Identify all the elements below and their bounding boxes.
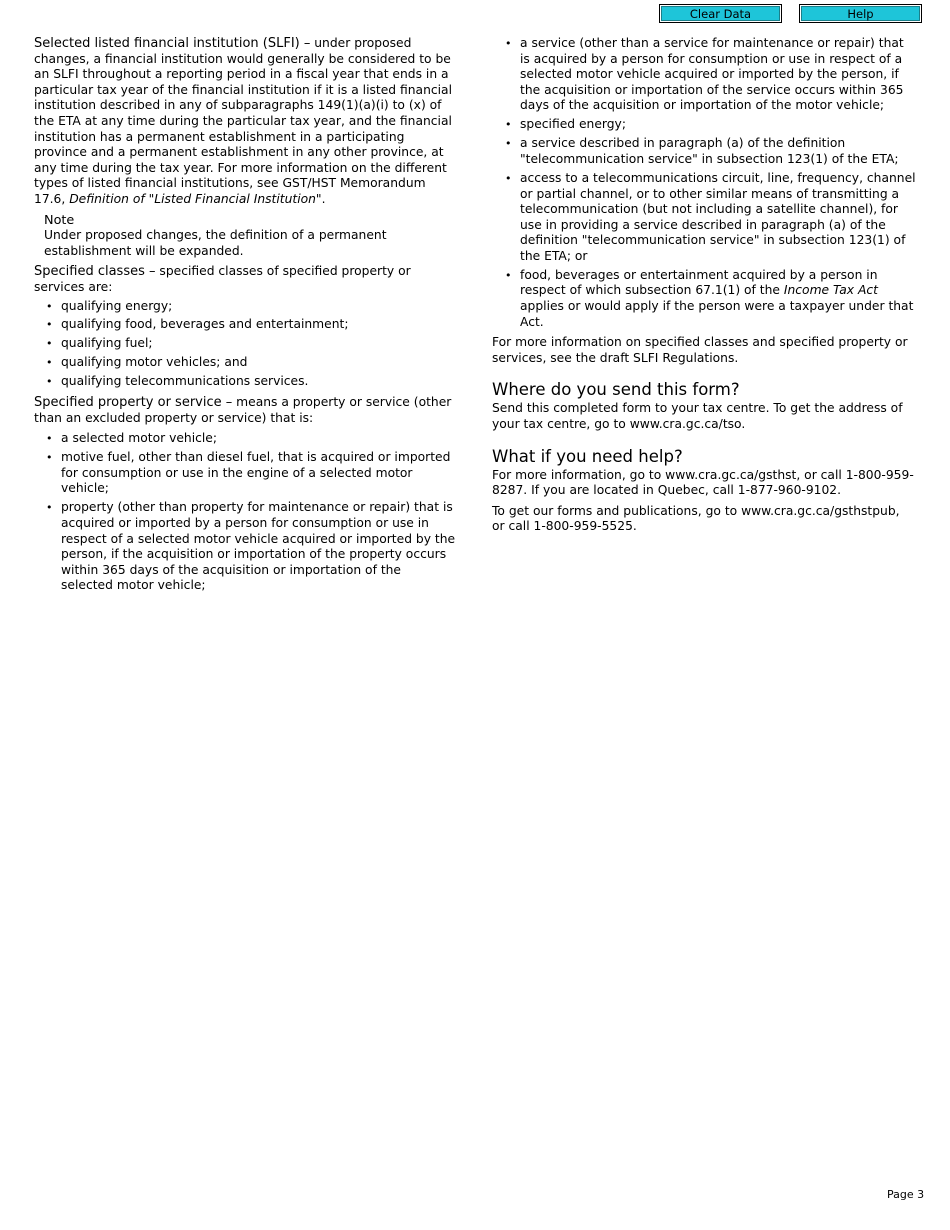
need-help-heading: What if you need help?	[492, 446, 683, 466]
slfi-text: under proposed changes, a financial institution would generally be considered to be an SLFI throughout a reporting period in a fiscal year that ends in a particular tax year of the financial institution if it is a listed financial institution described in any of subparagraphs 149(1)(a)(i) to (x) of the ETA at any time during the particular tax year, and the financial institution has a permanent establishment in a participating province and a permanent establishment in any other province, at any time during the tax year. For more information on the different types of listed financial institutions, see GST/HST Memorandum 17.6,	[34, 36, 452, 206]
clear-data-button[interactable]: Clear Data	[659, 4, 782, 23]
slfi-definition: Selected listed financial institution (SLFI) – under proposed changes, a financial institution would generally be considered to be an SLFI throughout a reporting period in a fiscal year that ends in a particular tax year of the financial institution if it is a listed financial institution described in any of subparagraphs 149(1)(a)(i) to (x) of the ETA at any time during the particular tax year, and the financial institution has a permanent establishment in a participating province and a permanent establishment in any other province, at any time during the tax year. For more information on the different types of listed financial institutions, see GST/HST Memorandum 17.6, Definition of "Listed Financial Institution".	[34, 36, 452, 206]
more-info-text: For more information on specified classes and specified property or services, see the draft SLFI Regulations.	[492, 335, 908, 365]
bullet-icon: •	[505, 137, 512, 151]
note-title: Note	[44, 212, 75, 228]
specified-property-definition	[34, 395, 456, 426]
bullet-icon: •	[505, 37, 512, 50]
list-item: • a selected motor vehicle;	[46, 431, 218, 446]
list-item: • specified energy;	[505, 117, 626, 132]
bullet-icon: •	[46, 375, 53, 389]
list-item: • property (other than property for maintenance or repair) that is acquired or imported by a person for consumption or use in respect of a selected motor vehicle acquired or imported by the person, if the acquisition or importation of the property occurs within 365 days of the acquisition or importation of the selected motor vehicle;	[46, 500, 456, 593]
list-item: • motive fuel, other than diesel fuel, that is acquired or imported for consumption or use in the engine of a selected motor vehicle;	[46, 450, 451, 496]
list-item: • qualifying telecommunications services.	[46, 374, 309, 389]
specified-classes-definition	[34, 264, 456, 295]
specified-property-list	[34, 431, 456, 594]
specified-property-term: Specified property or service –	[34, 395, 233, 411]
list-item: • qualifying motor vehicles; and	[46, 355, 248, 370]
specified-classes-list	[34, 299, 456, 391]
income-tax-act-ref: Income Tax Act	[783, 283, 878, 298]
bullet-icon: •	[505, 171, 512, 185]
slfi-memo-ref: Definition of "Listed Financial Institution"	[69, 191, 322, 206]
list-item: • food, beverages or entertainment acquired by a person in respect of which subsection 67.1(1) of the Income Tax Act applies or would apply if the person were a taxpayer under that Act.	[505, 267, 914, 329]
list-item: • a service (other than a service for maintenance or repair) that is acquired by a person for consumption or use in respect of a selected motor vehicle acquired or imported by the person, if the acquisition or importation of the service occurs within 365 days of the acquisition or importation of the motor vehicle;	[505, 36, 904, 113]
help-text: For more information, go to www.cra.gc.ca/gsthst, or call 1-800-959-8287. If you are located in Quebec, call 1-877-960-9102.	[492, 467, 914, 498]
specified-classes-text: specified classes of specified property or services are:	[34, 264, 411, 294]
bullet-icon: •	[46, 432, 53, 446]
left-column	[34, 36, 456, 599]
specified-classes-term: Specified classes –	[34, 264, 156, 280]
note-box	[44, 213, 456, 260]
bullet-icon: •	[46, 501, 53, 515]
bullet-icon: •	[505, 268, 512, 282]
specified-property-list-continued	[492, 36, 916, 330]
send-form-heading: Where do you send this form?	[492, 380, 740, 400]
bullet-icon: •	[46, 318, 53, 332]
bullet-icon: •	[505, 118, 512, 132]
forms-text: To get our forms and publications, go to www.cra.gc.ca/gsthstpub, or call 1-800-959-5525.	[492, 503, 900, 534]
bullet-icon: •	[46, 451, 53, 465]
list-item: • qualifying energy;	[46, 298, 173, 313]
bullet-icon: •	[46, 299, 53, 313]
note-text: Under proposed changes, the definition of a permanent establishment will be expanded.	[44, 228, 387, 258]
help-button[interactable]: Help	[799, 4, 922, 23]
list-item: • access to a telecommunications circuit, line, frequency, channel or partial channel, or to other similar means of transmitting a telecommunication (but not including a satellite channel), for use in providing a service described in paragraph (a) of the definition "telecommunication service" in subsection 123(1) of the ETA; or	[505, 170, 916, 263]
specified-property-text: means a property or service (other than an excluded property or service) that is:	[34, 395, 452, 425]
list-item: • a service described in paragraph (a) of the definition "telecommunication service" in subsection 123(1) of the ETA;	[505, 136, 899, 166]
right-column	[492, 36, 916, 535]
send-form-text: Send this completed form to your tax centre. To get the address of your tax centre, go to www.cra.gc.ca/tso.	[492, 401, 903, 432]
bullet-icon: •	[46, 337, 53, 351]
bullet-icon: •	[46, 356, 53, 370]
list-item: • qualifying food, beverages and entertainment;	[46, 317, 349, 332]
page-number: Page 3	[887, 1188, 925, 1201]
list-item: • qualifying fuel;	[46, 336, 153, 351]
slfi-term: Selected listed financial institution (SLFI) –	[34, 36, 311, 51]
